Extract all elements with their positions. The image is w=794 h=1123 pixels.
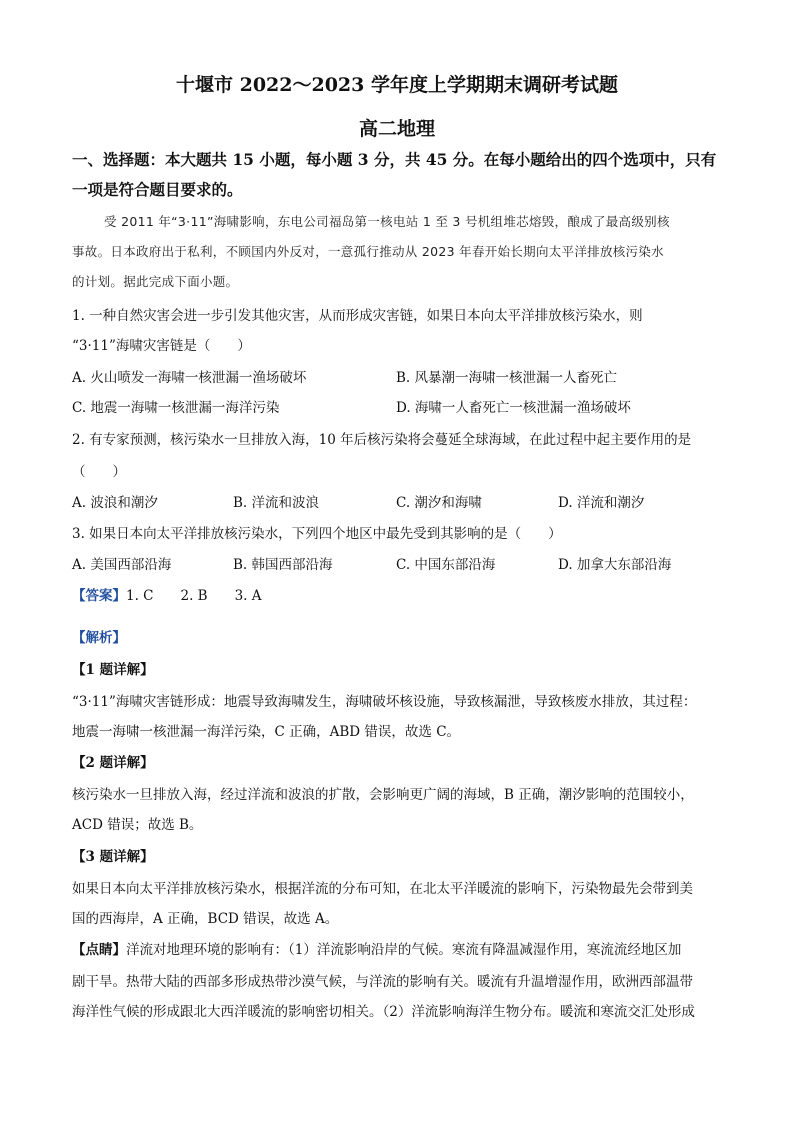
q3-option-d: D. 加拿大东部沿海 bbox=[558, 557, 672, 573]
tip-line3: 海洋性气候的形成跟北大西洋暖流的影响密切相关。（2）洋流影响海洋生物分布。暖流和寒流交汇处形成 bbox=[72, 1004, 695, 1020]
q3-stem: 3. 如果日本向太平洋排放核污染水，下列四个地区中最先受到其影响的是（ ） bbox=[72, 526, 562, 542]
q2-option-c: C. 潮汐和海啸 bbox=[396, 495, 482, 511]
tip-tag: 【点睛】 bbox=[72, 942, 126, 958]
tip-text: 洋流对地理环境的影响有：（1）洋流影响沿岸的气候。寒流有降温减湿作用，寒流流经地区加 bbox=[126, 942, 682, 958]
q1-stem-line1: 1. 一种自然灾害会进一步引发其他灾害，从而形成灾害链，如果日本向太平洋排放核污染水，则 bbox=[72, 308, 643, 324]
detail2-tag: 【2 题详解】 bbox=[72, 755, 154, 771]
detail2-line2: ACD 错误；故选 B。 bbox=[72, 817, 203, 833]
q1-option-d: D. 海啸一人畜死亡一核泄漏一渔场破坏 bbox=[396, 400, 631, 416]
q2-option-d: D. 洋流和潮汐 bbox=[558, 495, 645, 511]
analysis-tag: 【解析】 bbox=[72, 630, 126, 646]
tip-line1 bbox=[72, 940, 681, 960]
detail1-line1: “3·11”海啸灾害链形成：地震导致海啸发生，海啸破坏核设施，导致核漏泄，导致核废水排放，其过程： bbox=[72, 694, 697, 710]
detail2-line1: 核污染水一旦排放入海，经过洋流和波浪的扩散，会影响更广阔的海域，B 正确，潮汐影响的范围较小， bbox=[72, 787, 694, 803]
q3-option-c: C. 中国东部沿海 bbox=[396, 557, 496, 573]
passage-line2: 事故。日本政府出于私利，不顾国内外反对，一意孤行推动从 2023 年春开始长期向太平洋排放核污染水 bbox=[72, 244, 664, 259]
answer-line bbox=[72, 586, 262, 606]
detail3-line2: 国的西海岸，A 正确，BCD 错误，故选 A。 bbox=[72, 911, 339, 927]
q1-option-c: C. 地震一海啸一核泄漏一海洋污染 bbox=[72, 400, 280, 416]
q1-option-a: A. 火山喷发一海啸一核泄漏一渔场破坏 bbox=[72, 370, 307, 386]
answer-tag: 【答案】 bbox=[72, 588, 126, 604]
section-heading-line1: 一、选择题：本大题共 15 小题，每小题 3 分，共 45 分。在每小题给出的四个选项中，只有 bbox=[72, 150, 717, 169]
q2-option-b: B. 洋流和波浪 bbox=[233, 495, 320, 511]
q3-option-a: A. 美国西部沿海 bbox=[72, 557, 172, 573]
tip-line2: 剧干旱。热带大陆的西部多形成热带沙漠气候，与洋流的影响有关。暖流有升温增湿作用，欧洲西部温带 bbox=[72, 974, 693, 990]
detail1-tag: 【1 题详解】 bbox=[72, 662, 154, 678]
q1-option-b: B. 风暴潮一海啸一核泄漏一人畜死亡 bbox=[396, 370, 618, 386]
q2-stem-line1: 2. 有专家预测，核污染水一旦排放入海，10 年后核污染将会蔓延全球海域，在此过程中起主要作用的是 bbox=[72, 432, 692, 448]
section-heading-line2: 一项是符合题目要求的。 bbox=[72, 180, 243, 199]
q2-stem-line2: （ ） bbox=[72, 464, 126, 480]
detail1-line2: 地震一海啸一核泄漏一海洋污染，C 正确，ABD 错误，故选 C。 bbox=[72, 724, 461, 740]
passage-line1: 受 2011 年“3·11”海啸影响，东电公司福岛第一核电站 1 至 3 号机组堆芯熔毁，酿成了最高级别核 bbox=[104, 214, 670, 229]
detail3-tag: 【3 题详解】 bbox=[72, 849, 154, 865]
exam-title: 十堰市 2022～2023 学年度上学期期末调研考试题 bbox=[176, 74, 618, 96]
q1-stem-line2: “3·11”海啸灾害链是（ ） bbox=[72, 338, 251, 354]
passage-line3: 的计划。据此完成下面小题。 bbox=[72, 274, 239, 289]
q2-option-a: A. 波浪和潮汐 bbox=[72, 495, 158, 511]
detail3-line1: 如果日本向太平洋排放核污染水，根据洋流的分布可知，在北太平洋暖流的影响下，污染物最先会带到美 bbox=[72, 881, 693, 897]
q3-option-b: B. 韩国西部沿海 bbox=[233, 557, 333, 573]
subject-title: 高二地理 bbox=[358, 118, 435, 140]
answer-text: 1. C 2. B 3. A bbox=[126, 588, 262, 604]
